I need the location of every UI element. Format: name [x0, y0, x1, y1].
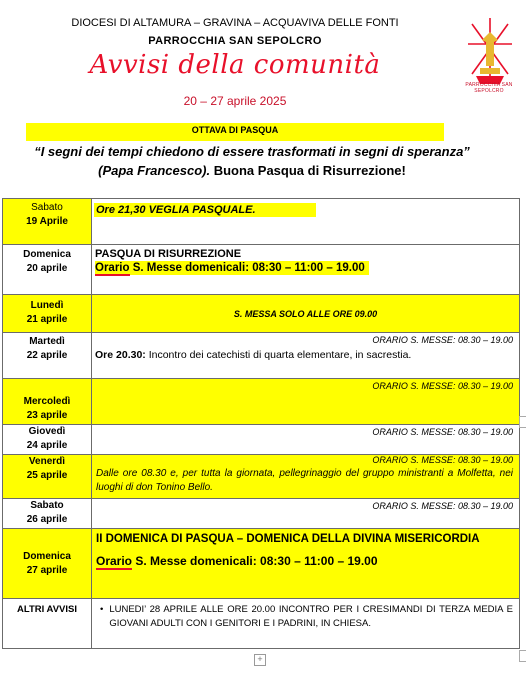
- table-row: [3, 529, 520, 599]
- table-row: [3, 199, 520, 245]
- day-name: Sabato: [30, 500, 64, 511]
- table-row: [3, 599, 520, 649]
- quote-block: [30, 142, 474, 180]
- day-cell: [3, 599, 92, 649]
- event-cell: [92, 499, 520, 529]
- table-row: [3, 455, 520, 499]
- event-cell: [92, 379, 520, 425]
- table-row: [3, 379, 520, 425]
- day-cell: [3, 199, 92, 245]
- mass-times: ORARIO S. MESSE: 08.30 – 19.00: [372, 335, 513, 345]
- day-cell: [3, 529, 92, 599]
- day-name: Giovedì: [28, 426, 66, 437]
- mass-times: ORARIO S. MESSE: 08.30 – 19.00: [372, 455, 513, 465]
- day-name: Domenica: [23, 550, 71, 562]
- day-name: Venerdì: [28, 456, 66, 467]
- orario-text: S. Messe domenicali: 08:30 – 11:00 – 19.00: [132, 554, 378, 568]
- event-title: II DOMENICA DI PASQUA – DOMENICA DELLA DIVINA MISERICORDIA: [96, 533, 480, 545]
- event-cell: [92, 425, 520, 455]
- event-text: Ore 21,30 VEGLIA PASQUALE.: [94, 203, 316, 217]
- event-cell: [92, 455, 520, 499]
- quote-text: “I segni dei tempi chiedono di essere trasformati in segni di speranza” (Papa Francesco).: [34, 144, 470, 178]
- orario-text: S. Messe domenicali: 08:30 – 11:00 – 19.00: [129, 262, 365, 274]
- day-cell: [3, 499, 92, 529]
- event-text: S. MESSA SOLO ALLE ORE 09.00: [92, 295, 520, 333]
- day-name: Lunedì: [30, 300, 64, 311]
- day-date: 26 aprile: [26, 514, 68, 525]
- day-name: Martedì: [29, 336, 65, 347]
- event-title: PASQUA DI RISURREZIONE: [95, 248, 242, 260]
- day-name: Sabato: [31, 202, 63, 213]
- diocese-line: DIOCESI DI ALTAMURA – GRAVINA – ACQUAVIVA DELLE FONTI: [71, 17, 399, 29]
- day-name: Domenica: [23, 249, 71, 260]
- day-cell: [3, 379, 92, 425]
- date-range: 20 – 27 aprile 2025: [183, 94, 287, 108]
- add-row-icon[interactable]: +: [254, 654, 266, 666]
- day-cell: [3, 295, 92, 333]
- mass-times: ORARIO S. MESSE: 08.30 – 19.00: [372, 381, 513, 391]
- mass-times: ORARIO S. MESSE: 08.30 – 19.00: [372, 427, 513, 437]
- event-text: Incontro dei catechisti di quarta elementare, in sacrestia.: [145, 349, 412, 361]
- page-title: Avvisi della comunità: [89, 50, 381, 80]
- octave-banner: OTTAVA DI PASQUA: [26, 123, 444, 141]
- other-notices-label: ALTRI AVVISI: [17, 604, 77, 615]
- day-date: 27 aprile: [26, 564, 68, 576]
- table-row: [3, 333, 520, 379]
- day-date: 23 aprile: [26, 410, 68, 421]
- day-date: 20 aprile: [26, 263, 68, 274]
- day-cell: [3, 425, 92, 455]
- table-row: [3, 295, 520, 333]
- notice-text: LUNEDI’ 28 APRILE ALLE ORE 20.00 INCONTRO PER I CRESIMANDI DI TERZA MEDIA E GIOVANI ADULTI CON I GENITORI E I PADRINI, IN CHIESA.: [109, 604, 513, 629]
- day-cell: [3, 245, 92, 295]
- scroll-marker[interactable]: [519, 650, 526, 662]
- event-text: Dalle ore 08.30 e, per tutta la giornata, pellegrinaggio del gruppo ministranti a Molfetta, nei luoghi di don Tonino Bello.: [96, 468, 513, 493]
- event-cell: [92, 199, 520, 245]
- event-cell: [92, 599, 520, 649]
- event-time: Ore 20.30:: [95, 349, 146, 361]
- day-date: 19 Aprile: [26, 216, 68, 227]
- day-date: 21 aprile: [26, 314, 68, 325]
- logo-caption: PARROCCHIA SAN SEPOLCRO: [465, 82, 513, 94]
- event-cell: [92, 333, 520, 379]
- event-cell: [92, 529, 520, 599]
- parish-name: PARROCCHIA SAN SEPOLCRO: [148, 35, 322, 47]
- table-row: [3, 499, 520, 529]
- event-cell: [92, 245, 520, 295]
- mass-times: ORARIO S. MESSE: 08.30 – 19.00: [372, 501, 513, 511]
- schedule-table: [2, 198, 520, 649]
- orario-label: Orario: [96, 554, 133, 568]
- day-date: 22 aprile: [26, 350, 68, 361]
- table-row: [3, 425, 520, 455]
- day-name: Mercoledì: [23, 396, 71, 407]
- orario-label: Orario: [95, 262, 130, 274]
- day-cell: [3, 455, 92, 499]
- table-row: [3, 245, 520, 295]
- day-date: 24 aprile: [26, 440, 68, 451]
- scroll-marker[interactable]: [519, 416, 526, 428]
- bullet-icon: •: [100, 604, 104, 615]
- day-cell: [3, 333, 92, 379]
- easter-greeting: Buona Pasqua di Risurrezione!: [210, 163, 406, 178]
- day-date: 25 aprile: [26, 470, 68, 481]
